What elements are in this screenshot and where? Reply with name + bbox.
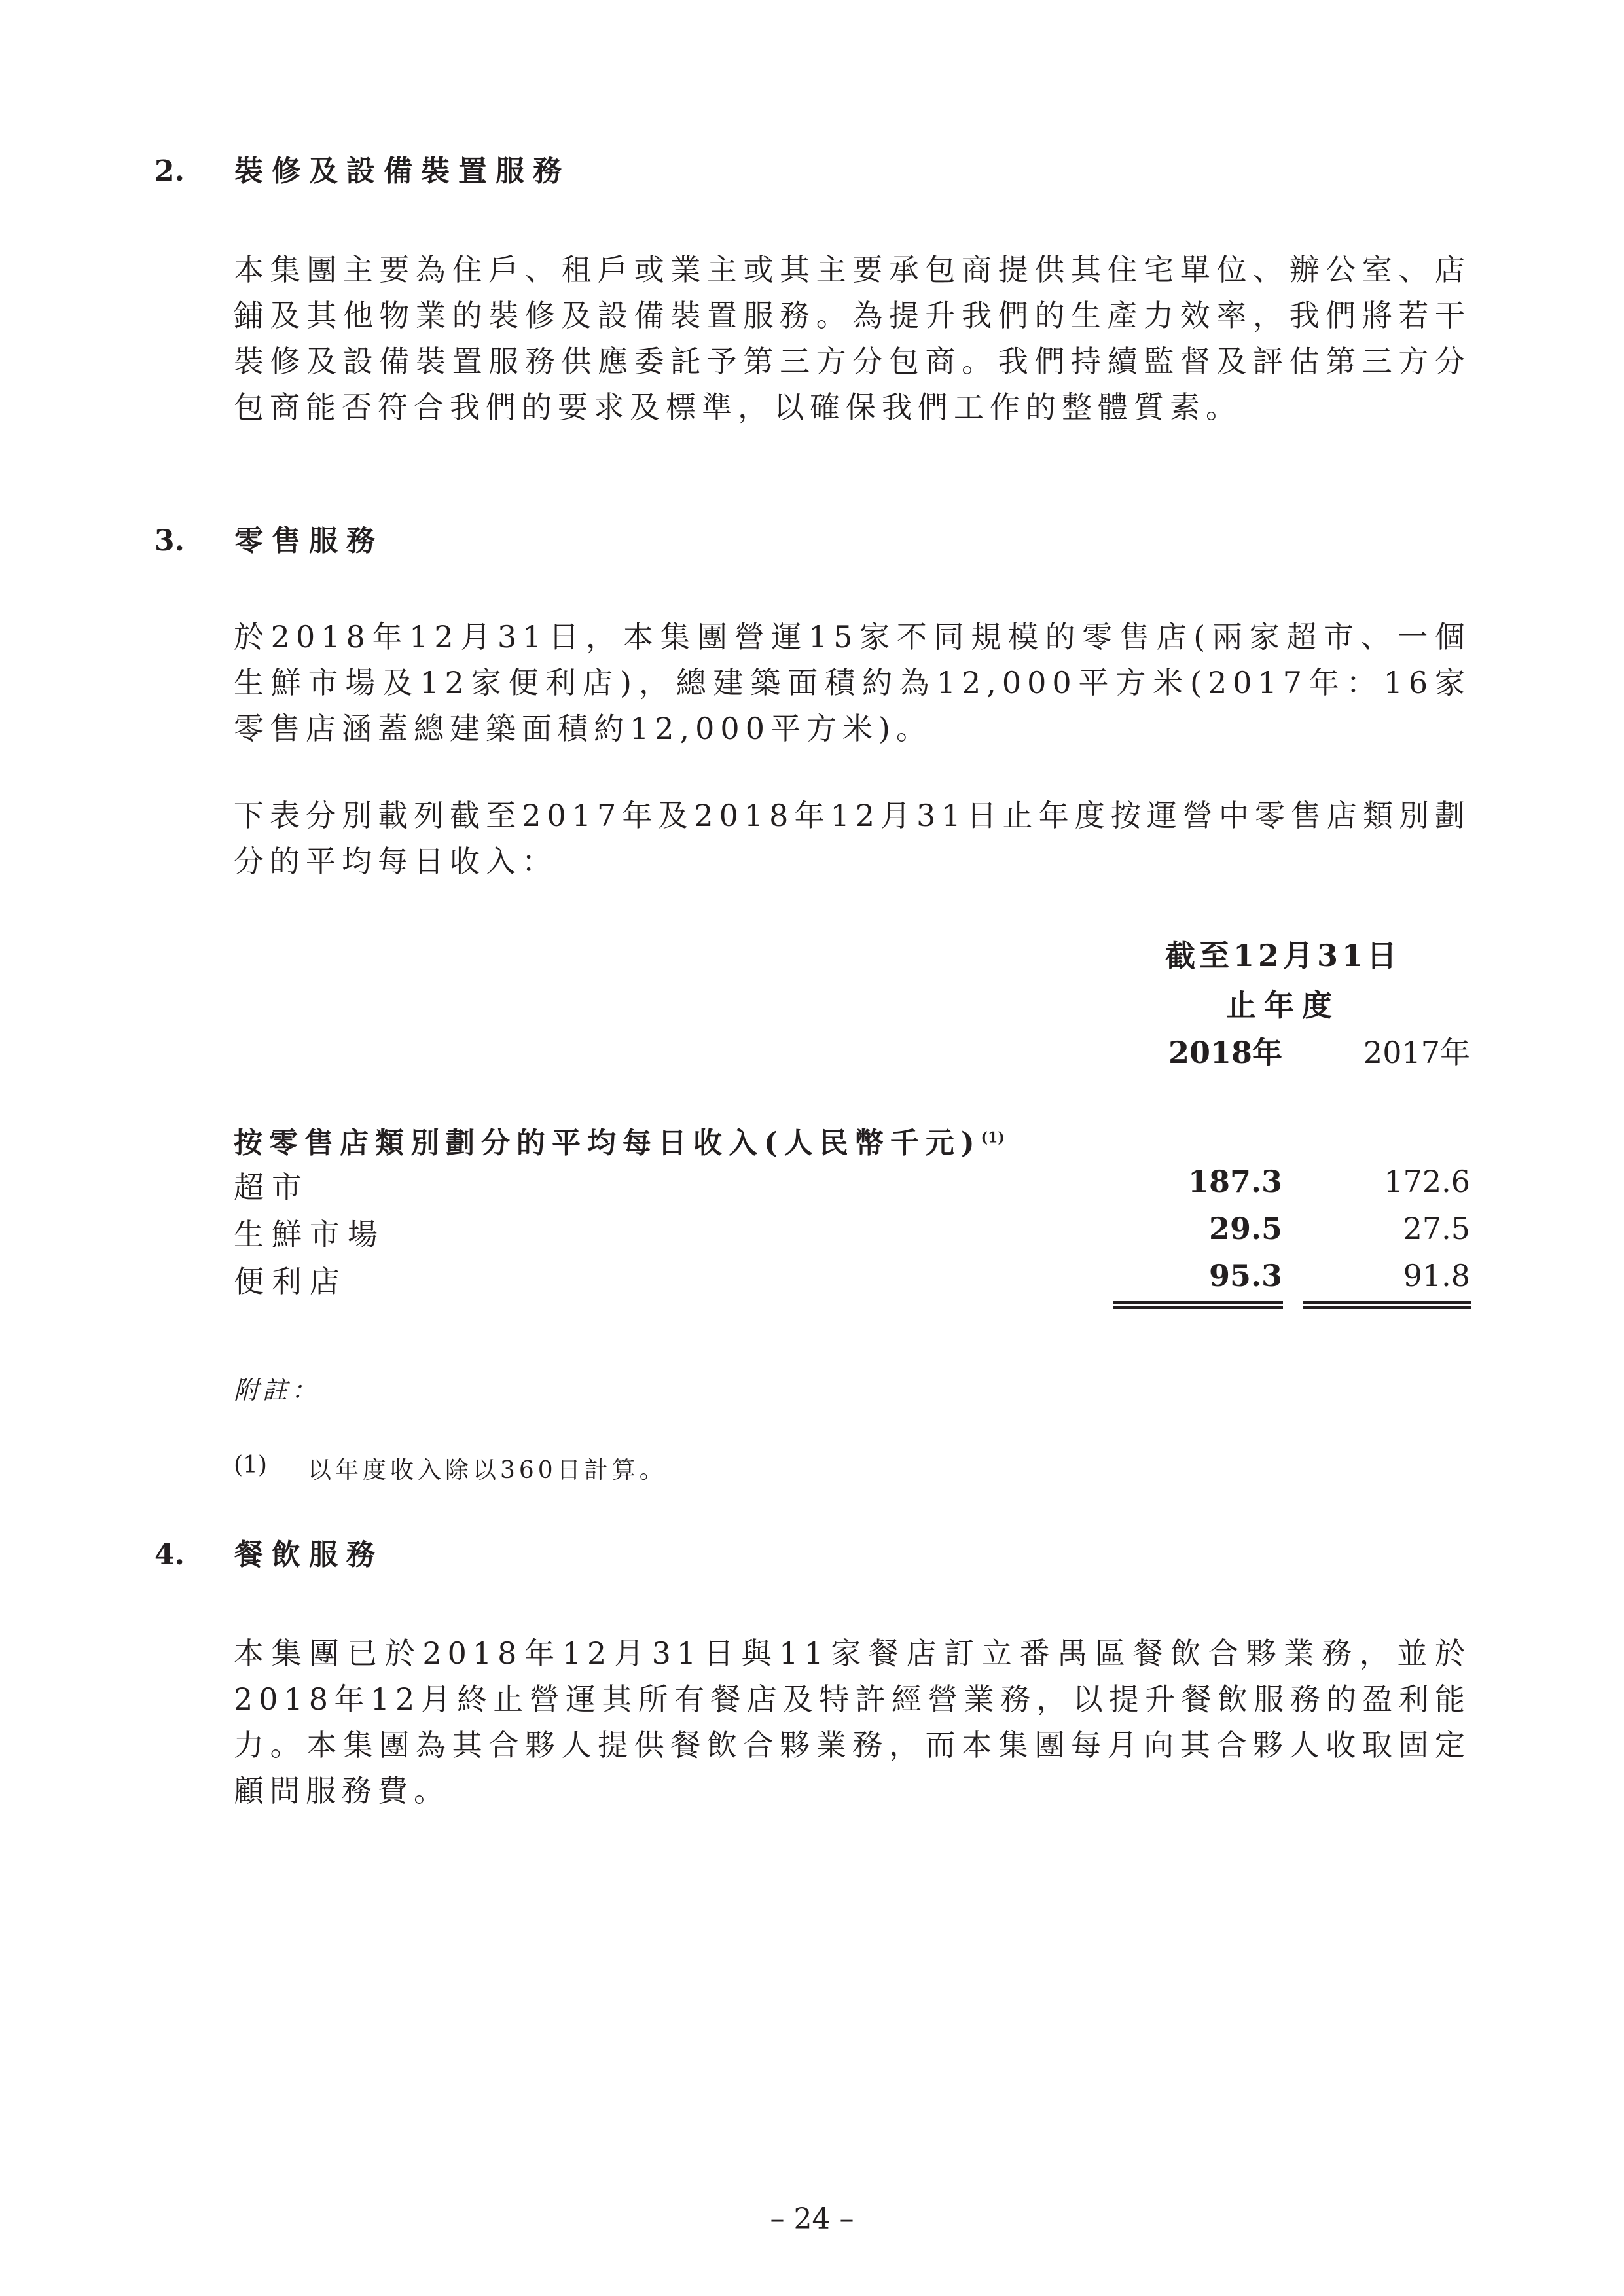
table-cell-prior: 91.8 <box>1403 1258 1470 1293</box>
table-row-label: 便利店 <box>234 1264 348 1299</box>
table-row-group-label <box>234 1119 1005 1161</box>
table-row-label: 超市 <box>234 1170 310 1205</box>
section-3-paragraph-2: 下表分別載列截至2017年及2018年12月31日止年度按運營中零售店類別劃分的平均每日收入： <box>234 798 1471 879</box>
section-2-paragraph: 本集團主要為住戶、租戶或業主或其主要承包商提供其住宅單位、辦公室、店鋪及其他物業的裝修及設備裝置服務。為提升我們的生產力效率，我們將若干裝修及設備裝置服務供應委託予第三方分包商。我們持續監督及評估第三方分包商能否符合我們的要求及標準，以確保我們工作的整體質素。 <box>234 252 1471 425</box>
note-text: 以年度收入除以360日計算。 <box>308 1457 667 1484</box>
total-double-underline-prior <box>1303 1301 1471 1309</box>
table-cell-prior: 172.6 <box>1384 1164 1470 1199</box>
table-col-current: 2018年 <box>1168 1035 1282 1070</box>
note-marker: (1) <box>234 1452 267 1479</box>
section-4-title: 餐飲服務 <box>234 1538 384 1571</box>
total-double-underline-current <box>1113 1301 1283 1309</box>
table-row-group-text: 按零售店類別劃分的平均每日收入(人民幣千元) <box>234 1126 981 1160</box>
section-4-number: 4. <box>154 1538 185 1571</box>
section-3-title: 零售服務 <box>234 524 384 558</box>
page-number: – 24 – <box>770 2202 854 2236</box>
table-cell-prior: 27.5 <box>1403 1211 1470 1246</box>
section-3-number: 3. <box>154 524 185 558</box>
table-cell-current: 187.3 <box>1187 1164 1282 1199</box>
section-2-title: 裝修及設備裝置服務 <box>234 154 570 188</box>
section-4-paragraph: 本集團已於2018年12月31日與11家餐店訂立番禺區餐飲合夥業務，並於2018年12月終止營運其所有餐店及特許經營業務，以提升餐飲服務的盈利能力。本集團為其合夥人提供餐飲合夥業務，而本集團每月向其合夥人收取固定顧問服務費。 <box>234 1636 1471 1808</box>
section-3-paragraph-1: 於2018年12月31日，本集團營運15家不同規模的零售店(兩家超市、一個生鮮市場及12家便利店)，總建築面積約為12,000平方米(2017年：16家零售店涵蓋總建築面積約12,000平方米)。 <box>234 619 1471 746</box>
table-cell-current: 29.5 <box>1208 1211 1282 1246</box>
notes-heading: 附註： <box>234 1376 321 1405</box>
table-col-prior: 2017年 <box>1363 1035 1470 1070</box>
table-period-line-1: 截至12月31日 <box>1164 938 1401 973</box>
section-2-number: 2. <box>154 154 185 188</box>
table-cell-current: 95.3 <box>1208 1258 1282 1293</box>
table-row-group-note: (1) <box>981 1129 1005 1147</box>
table-period-line-2: 止年度 <box>1226 988 1340 1023</box>
table-row-label: 生鮮市場 <box>234 1217 386 1252</box>
